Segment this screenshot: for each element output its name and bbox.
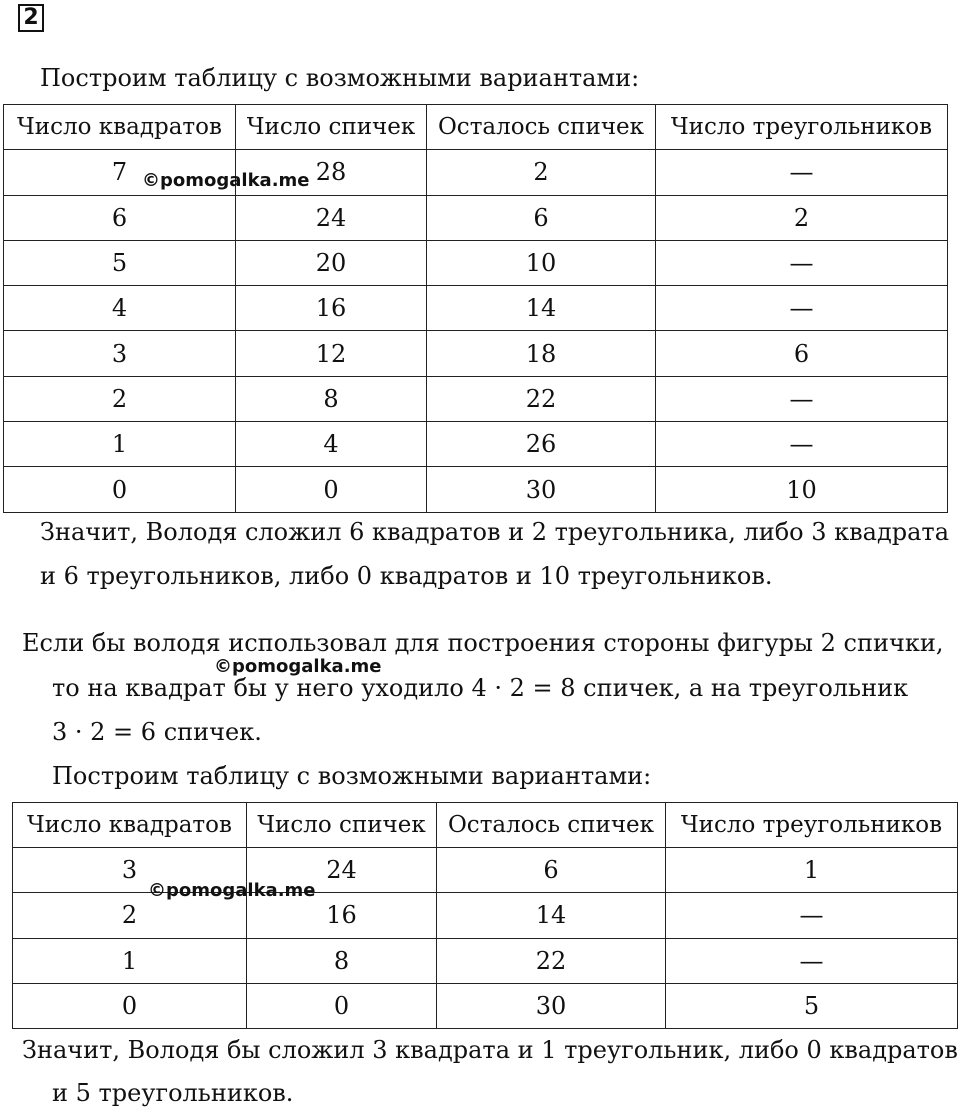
table-cell: 20	[236, 240, 427, 285]
table-cell: 2	[4, 376, 236, 421]
table-cell: —	[666, 893, 958, 938]
table-cell: —	[656, 240, 948, 285]
conclusion-2-line-2: и 5 треугольников.	[52, 1079, 294, 1107]
table-cell: 6	[427, 195, 656, 240]
table-cell: —	[656, 286, 948, 331]
table-cell: 26	[427, 422, 656, 467]
task-number-badge: 2	[18, 4, 44, 32]
variants-table-2	[12, 802, 958, 1029]
table-cell: 22	[437, 938, 666, 983]
table-row	[4, 195, 948, 240]
watermark: ©pomogalka.me	[148, 880, 316, 901]
table-cell: 30	[427, 467, 656, 512]
watermark: ©pomogalka.me	[214, 656, 382, 677]
table-cell: 1	[666, 848, 958, 893]
table-cell: 18	[427, 331, 656, 376]
variants-table-1	[3, 104, 948, 513]
table-cell: 24	[247, 848, 437, 893]
table-row	[4, 240, 948, 285]
table-cell: 6	[4, 195, 236, 240]
watermark: ©pomogalka.me	[142, 170, 310, 191]
table-row	[4, 422, 948, 467]
table-cell: 3	[13, 848, 247, 893]
table-cell: 16	[247, 893, 437, 938]
table-cell: 3	[4, 331, 236, 376]
table-cell: 5	[666, 983, 958, 1028]
table-cell: 1	[4, 422, 236, 467]
table-cell: 6	[437, 848, 666, 893]
table-cell: 0	[236, 467, 427, 512]
table-cell: 4	[4, 286, 236, 331]
header-cell: Число спичек	[247, 803, 437, 848]
table-cell: 2	[427, 150, 656, 195]
table-cell: 14	[427, 286, 656, 331]
table-cell: 1	[13, 938, 247, 983]
table-row	[4, 376, 948, 421]
table-cell: 24	[236, 195, 427, 240]
table-cell: 8	[236, 376, 427, 421]
table-cell: 2	[13, 893, 247, 938]
table-cell: —	[656, 150, 948, 195]
table-header-row	[13, 803, 958, 848]
paragraph-line-3: 3 · 2 = 6 спичек.	[52, 718, 262, 746]
table-row	[4, 331, 948, 376]
header-cell: Число квадратов	[13, 803, 247, 848]
conclusion-1-line-1: Значит, Володя сложил 6 квадратов и 2 треугольника, либо 3 квадрата	[40, 518, 950, 546]
table-cell: —	[666, 938, 958, 983]
table-row	[4, 467, 948, 512]
table-cell: 2	[656, 195, 948, 240]
table-intro-2: Построим таблицу с возможными вариантами:	[52, 762, 652, 790]
table-cell: 4	[236, 422, 427, 467]
table-cell: 7	[4, 150, 236, 195]
table-cell: —	[656, 422, 948, 467]
table-cell: 0	[247, 983, 437, 1028]
conclusion-2-line-1: Значит, Володя бы сложил 3 квадрата и 1 треугольник, либо 0 квадратов	[22, 1036, 958, 1064]
header-cell: Осталось спичек	[427, 105, 656, 150]
table-cell: 14	[437, 893, 666, 938]
conclusion-1-line-2: и 6 треугольников, либо 0 квадратов и 10 треугольников.	[40, 562, 773, 590]
header-cell: Число спичек	[236, 105, 427, 150]
table-row	[4, 286, 948, 331]
table-intro-1: Построим таблицу с возможными вариантами:	[40, 64, 640, 92]
header-cell: Число квадратов	[4, 105, 236, 150]
table-cell: 0	[13, 983, 247, 1028]
header-cell: Число треугольников	[656, 105, 948, 150]
table-cell: 16	[236, 286, 427, 331]
table-cell: 30	[437, 983, 666, 1028]
table-cell: —	[656, 376, 948, 421]
paragraph-line-2: то на квадрат бы у него уходило 4 · 2 = 8 спичек, а на треугольник	[52, 674, 909, 702]
header-cell: Осталось спичек	[437, 803, 666, 848]
table-cell: 8	[247, 938, 437, 983]
table-cell: 5	[4, 240, 236, 285]
table-cell: 12	[236, 331, 427, 376]
paragraph-line-1: Если бы володя использовал для построения стороны фигуры 2 спички,	[22, 629, 944, 657]
table-cell: 22	[427, 376, 656, 421]
table-cell: 28	[236, 150, 427, 195]
table-cell: 0	[4, 467, 236, 512]
table-row	[13, 938, 958, 983]
table-cell: 10	[656, 467, 948, 512]
table-cell: 6	[656, 331, 948, 376]
table-header-row	[4, 105, 948, 150]
table-row	[13, 983, 958, 1028]
header-cell: Число треугольников	[666, 803, 958, 848]
table-cell: 10	[427, 240, 656, 285]
